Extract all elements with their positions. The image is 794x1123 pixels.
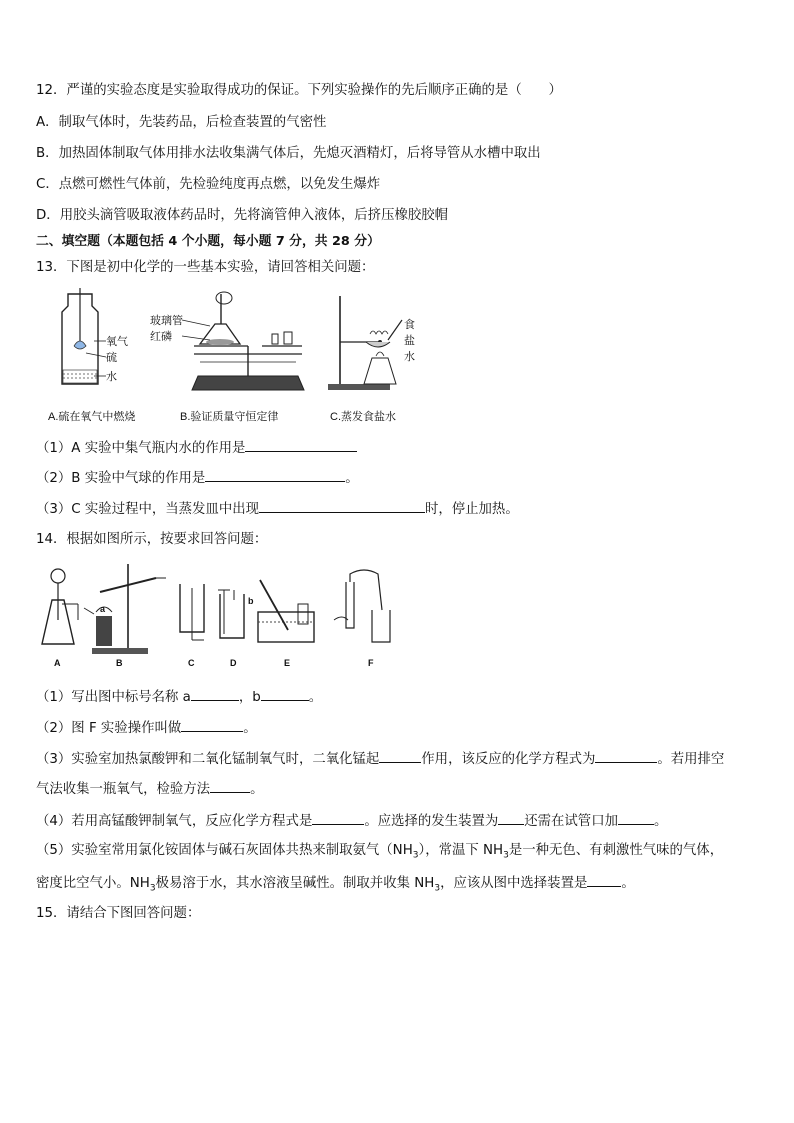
q12-stem: 12．严谨的实验态度是实验取得成功的保证。下列实验操作的先后顺序正确的是（ ）	[36, 83, 562, 98]
answer-blank[interactable]	[191, 687, 239, 701]
q14-subq-2: （2）图 F 实验操作叫做 。	[36, 718, 257, 738]
label-glass-tube: 玻璃管	[150, 314, 183, 327]
answer-blank[interactable]	[261, 687, 309, 701]
apparatus-e	[258, 580, 314, 642]
answer-blank[interactable]	[259, 499, 425, 513]
answer-blank[interactable]	[379, 749, 421, 763]
q12-option-c: C．点燃可燃性气体前，先检验纯度再点燃，以免发生爆炸	[36, 177, 381, 192]
answer-blank[interactable]	[205, 468, 345, 482]
q13-subq-2: （2）B 实验中气球的作用是 。	[36, 468, 359, 488]
letter-f: F	[368, 658, 374, 668]
answer-blank[interactable]	[595, 749, 657, 763]
section-heading: 二、填空题（本题包括 4 个小题，每小题 7 分，共 28 分）	[36, 234, 380, 249]
answer-blank[interactable]	[312, 811, 364, 825]
q14-subq-3-cont: 气法收集一瓶氧气，检验方法 。	[36, 779, 263, 799]
apparatus-b	[84, 564, 166, 654]
q14-subq-1: （1）写出图中标号名称 a ，b 。	[36, 687, 322, 707]
mark-b: b	[248, 596, 254, 606]
label-water: 水	[106, 370, 117, 383]
q14-figure	[38, 560, 398, 672]
letter-b: B	[116, 658, 123, 668]
label-salt-2: 盐	[404, 334, 415, 347]
answer-blank[interactable]	[587, 873, 621, 887]
balance-diagram	[150, 292, 304, 390]
answer-blank[interactable]	[245, 438, 357, 452]
q13-figure	[40, 286, 440, 430]
letter-d: D	[230, 658, 237, 668]
letter-a: A	[54, 658, 61, 668]
answer-blank[interactable]	[498, 811, 524, 825]
label-red-phosphorus: 红磷	[150, 330, 172, 343]
apparatus-a	[42, 569, 78, 644]
q14-subq-5: （5）实验室常用氯化铵固体与碱石灰固体共热来制取氨气$(NH_3)$，常温下 $NH_3$是一种无色、有刺激性气味的气体，	[36, 843, 724, 861]
answer-blank[interactable]	[210, 779, 250, 793]
q12-option-a: A．制取气体时，先装药品，后检查装置的气密性	[36, 115, 327, 130]
letter-c: C	[188, 658, 195, 668]
q13-subq-1: （1）A 实验中集气瓶内水的作用是	[36, 438, 357, 458]
q14-subq-5-cont: 密度比空气小。$NH_3$极易溶于水，其水溶液呈碱性。制取并收集 $NH_3$，应该从图中选择装置是 。	[36, 873, 635, 898]
evaporation-diagram	[328, 296, 415, 390]
apparatus-d	[218, 590, 244, 638]
q12-option-d: D．用胶头滴管吸取液体药品时，先将滴管伸入液体，后挤压橡胶胶帽	[36, 208, 449, 223]
q14-subq-4: （4）若用高锰酸钾制氧气，反应化学方程式是 。应选择的发生装置为 还需在试管口加 。	[36, 811, 667, 831]
caption-a: A.硫在氧气中燃烧	[48, 411, 136, 423]
q14-subq-3: （3）实验室加热氯酸钾和二氧化锰制氧气时，二氧化锰起 作用，该反应的化学方程式为 。若用排空	[36, 749, 724, 769]
apparatus-f	[334, 570, 390, 642]
answer-blank[interactable]	[618, 811, 654, 825]
q13-stem: 13．下图是初中化学的一些基本实验，请回答相关问题：	[36, 260, 375, 275]
caption-b: B.验证质量守恒定律	[180, 411, 279, 423]
caption-c: C.蒸发食盐水	[330, 411, 396, 423]
apparatus-c	[180, 584, 204, 640]
mark-a: a	[100, 604, 106, 614]
label-salt-1: 食	[404, 318, 415, 331]
letter-e: E	[284, 658, 291, 668]
q15-stem: 15．请结合下图回答问题：	[36, 906, 201, 921]
answer-blank[interactable]	[181, 718, 243, 732]
q12-option-b: B．加热固体制取气体用排水法收集满气体后，先熄灭酒精灯，后将导管从水槽中取出	[36, 146, 541, 161]
q13-subq-3: （3）C 实验过程中，当蒸发皿中出现 时，停止加热。	[36, 499, 519, 519]
label-sulfur: 硫	[106, 351, 117, 364]
label-salt-3: 水	[404, 350, 415, 363]
label-oxygen: 氧气	[106, 335, 128, 348]
gas-jar-diagram	[62, 288, 128, 384]
q14-stem: 14．根据如图所示，按要求回答问题：	[36, 532, 268, 547]
